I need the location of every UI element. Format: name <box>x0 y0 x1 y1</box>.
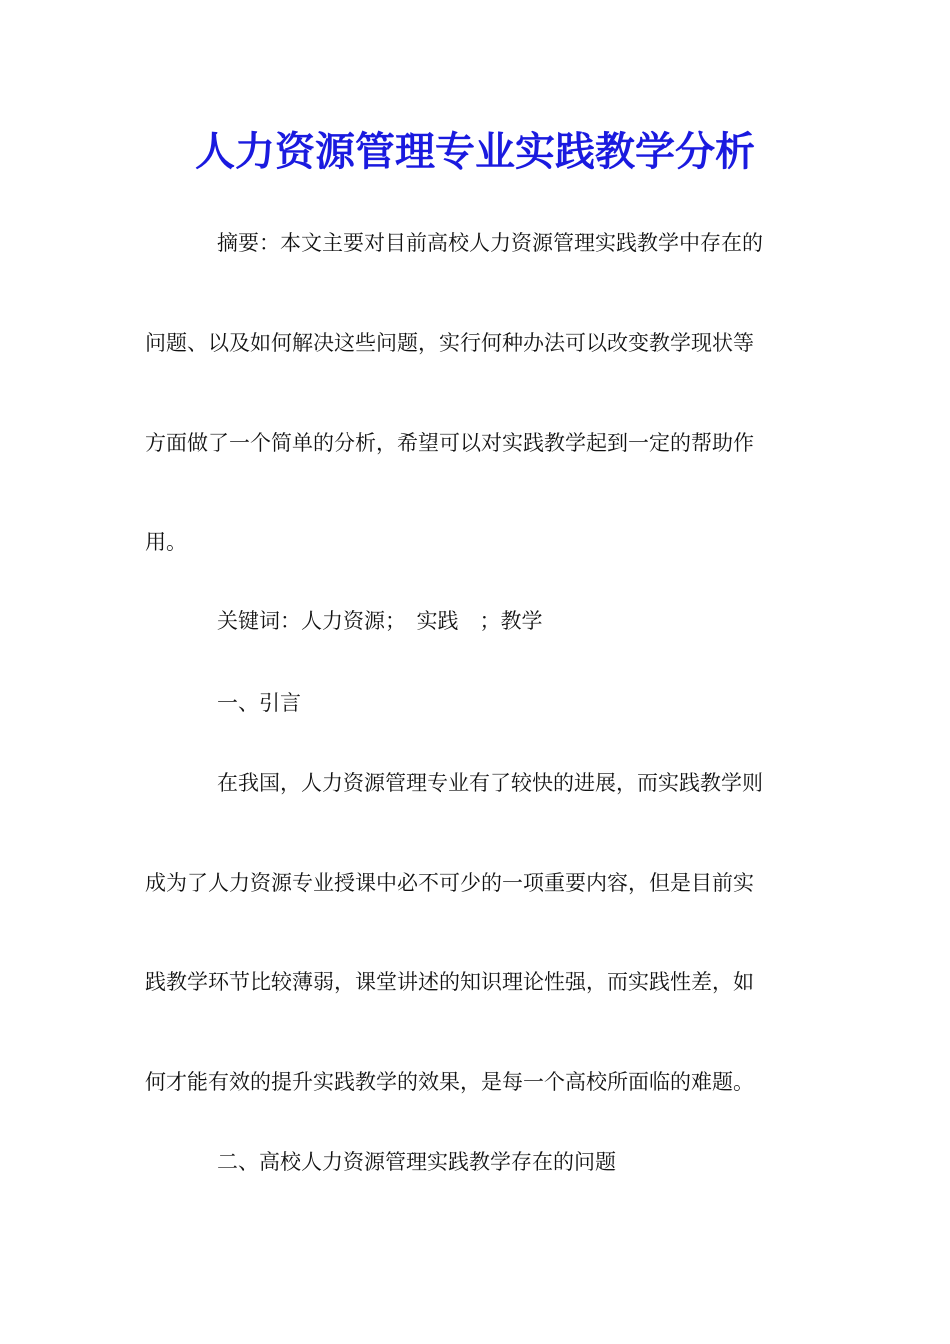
section-heading-intro: 一、引言 <box>217 691 301 715</box>
abstract-line: 问题、以及如何解决这些问题，实行何种办法可以改变教学现状等 <box>145 331 754 355</box>
keywords-line: 关键词：人力资源； 实践 ；教学 <box>217 609 543 633</box>
paragraph-line: 何才能有效的提升实践教学的效果，是每一个高校所面临的难题。 <box>145 1070 754 1094</box>
paragraph-line: 成为了人力资源专业授课中必不可少的一项重要内容，但是目前实 <box>145 871 754 895</box>
abstract-line: 摘要：本文主要对目前高校人力资源管理实践教学中存在的 <box>217 231 763 255</box>
abstract-line: 方面做了一个简单的分析，希望可以对实践教学起到一定的帮助作 <box>145 431 754 455</box>
abstract-line: 用。 <box>145 530 187 554</box>
section-heading-problems: 二、高校人力资源管理实践教学存在的问题 <box>217 1150 616 1174</box>
document-title: 人力资源管理专业实践教学分析 <box>195 128 755 175</box>
paragraph-line: 践教学环节比较薄弱，课堂讲述的知识理论性强，而实践性差，如 <box>145 970 754 994</box>
paragraph-line: 在我国，人力资源管理专业有了较快的进展，而实践教学则 <box>217 771 763 795</box>
